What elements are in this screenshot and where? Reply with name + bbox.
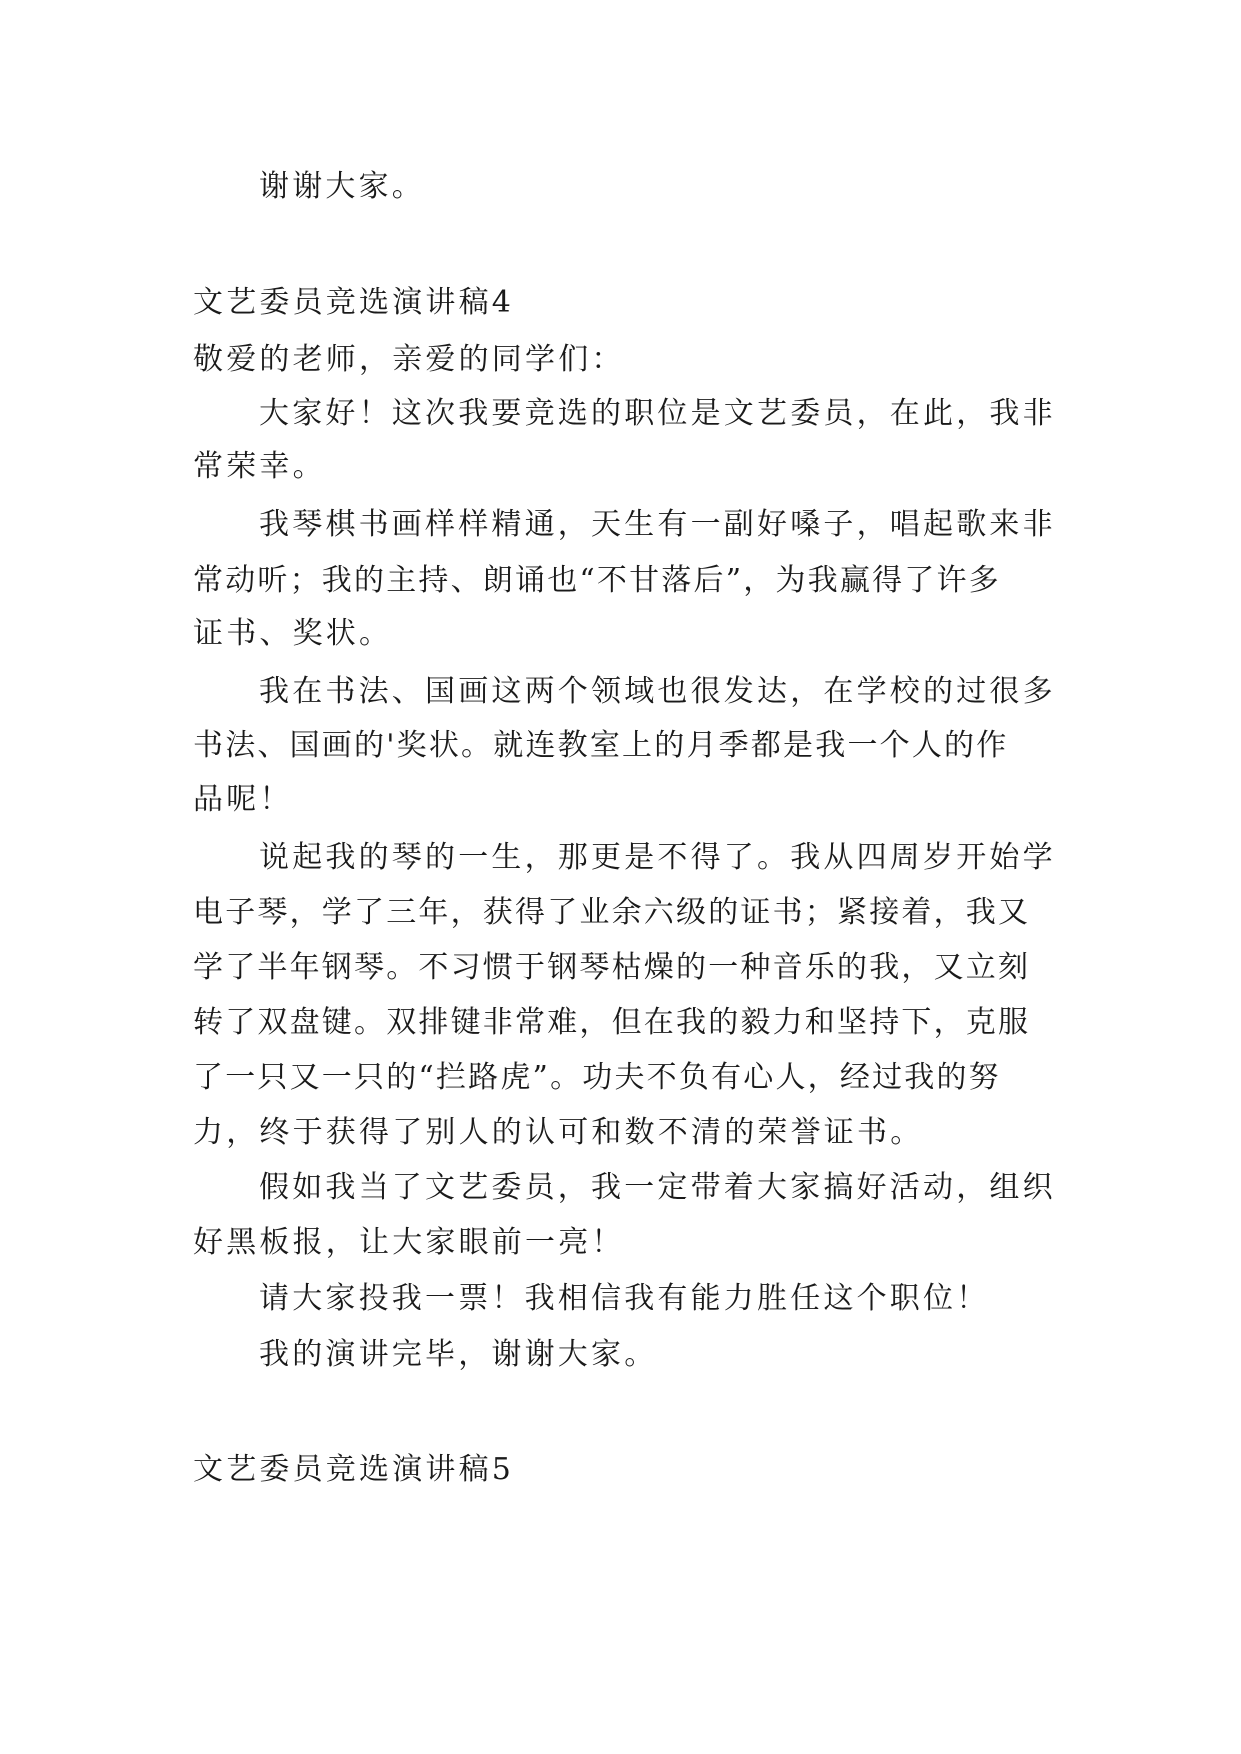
paragraph-line: 说起我的琴的一生，那更是不得了。我从四周岁开始学 (259, 840, 1056, 875)
paragraph-line: 书法、国画的'奖状。就连教室上的月季都是我一个人的作 (193, 728, 1009, 763)
paragraph-line: 大家好！这次我要竞选的职位是文艺委员，在此，我非 (259, 396, 1056, 431)
paragraph-line: 转了双盘键。双排键非常难，但在我的毅力和坚持下，克服 (193, 1005, 1031, 1040)
paragraph-line: 品呢！ (193, 782, 293, 817)
paragraph-line: 请大家投我一票！我相信我有能力胜任这个职位！ (259, 1281, 990, 1316)
paragraph-line: 力，终于获得了别人的认可和数不清的荣誉证书。 (193, 1115, 924, 1150)
salutation: 敬爱的老师，亲爱的同学们： (193, 342, 625, 377)
paragraph-line: 我的演讲完毕，谢谢大家。 (259, 1337, 658, 1372)
paragraph-line: 证书、奖状。 (193, 616, 393, 651)
paragraph-line: 学了半年钢琴。不习惯于钢琴枯燥的一种音乐的我，又立刻 (193, 950, 1031, 985)
paragraph-line: 我在书法、国画这两个领域也很发达，在学校的过很多 (259, 674, 1056, 709)
paragraph-line: 常荣幸。 (193, 449, 326, 484)
paragraph-line: 假如我当了文艺委员，我一定带着大家搞好活动，组织 (259, 1170, 1056, 1205)
paragraph-line: 好黑板报，让大家眼前一亮！ (193, 1225, 625, 1260)
paragraph-line: 了一只又一只的“拦路虎”。功夫不负有心人，经过我的努 (193, 1060, 1001, 1095)
section-heading-5: 文艺委员竞选演讲稿5 (193, 1452, 515, 1487)
closing-line: 谢谢大家。 (259, 169, 425, 204)
paragraph-line: 常动听；我的主持、朗诵也“不甘落后”，为我赢得了许多 (193, 563, 1001, 598)
paragraph-line: 电子琴，学了三年，获得了业余六级的证书；紧接着，我又 (193, 895, 1031, 930)
section-heading-4: 文艺委员竞选演讲稿4 (193, 285, 515, 320)
paragraph-line: 我琴棋书画样样精通，天生有一副好嗓子，唱起歌来非 (259, 507, 1056, 542)
